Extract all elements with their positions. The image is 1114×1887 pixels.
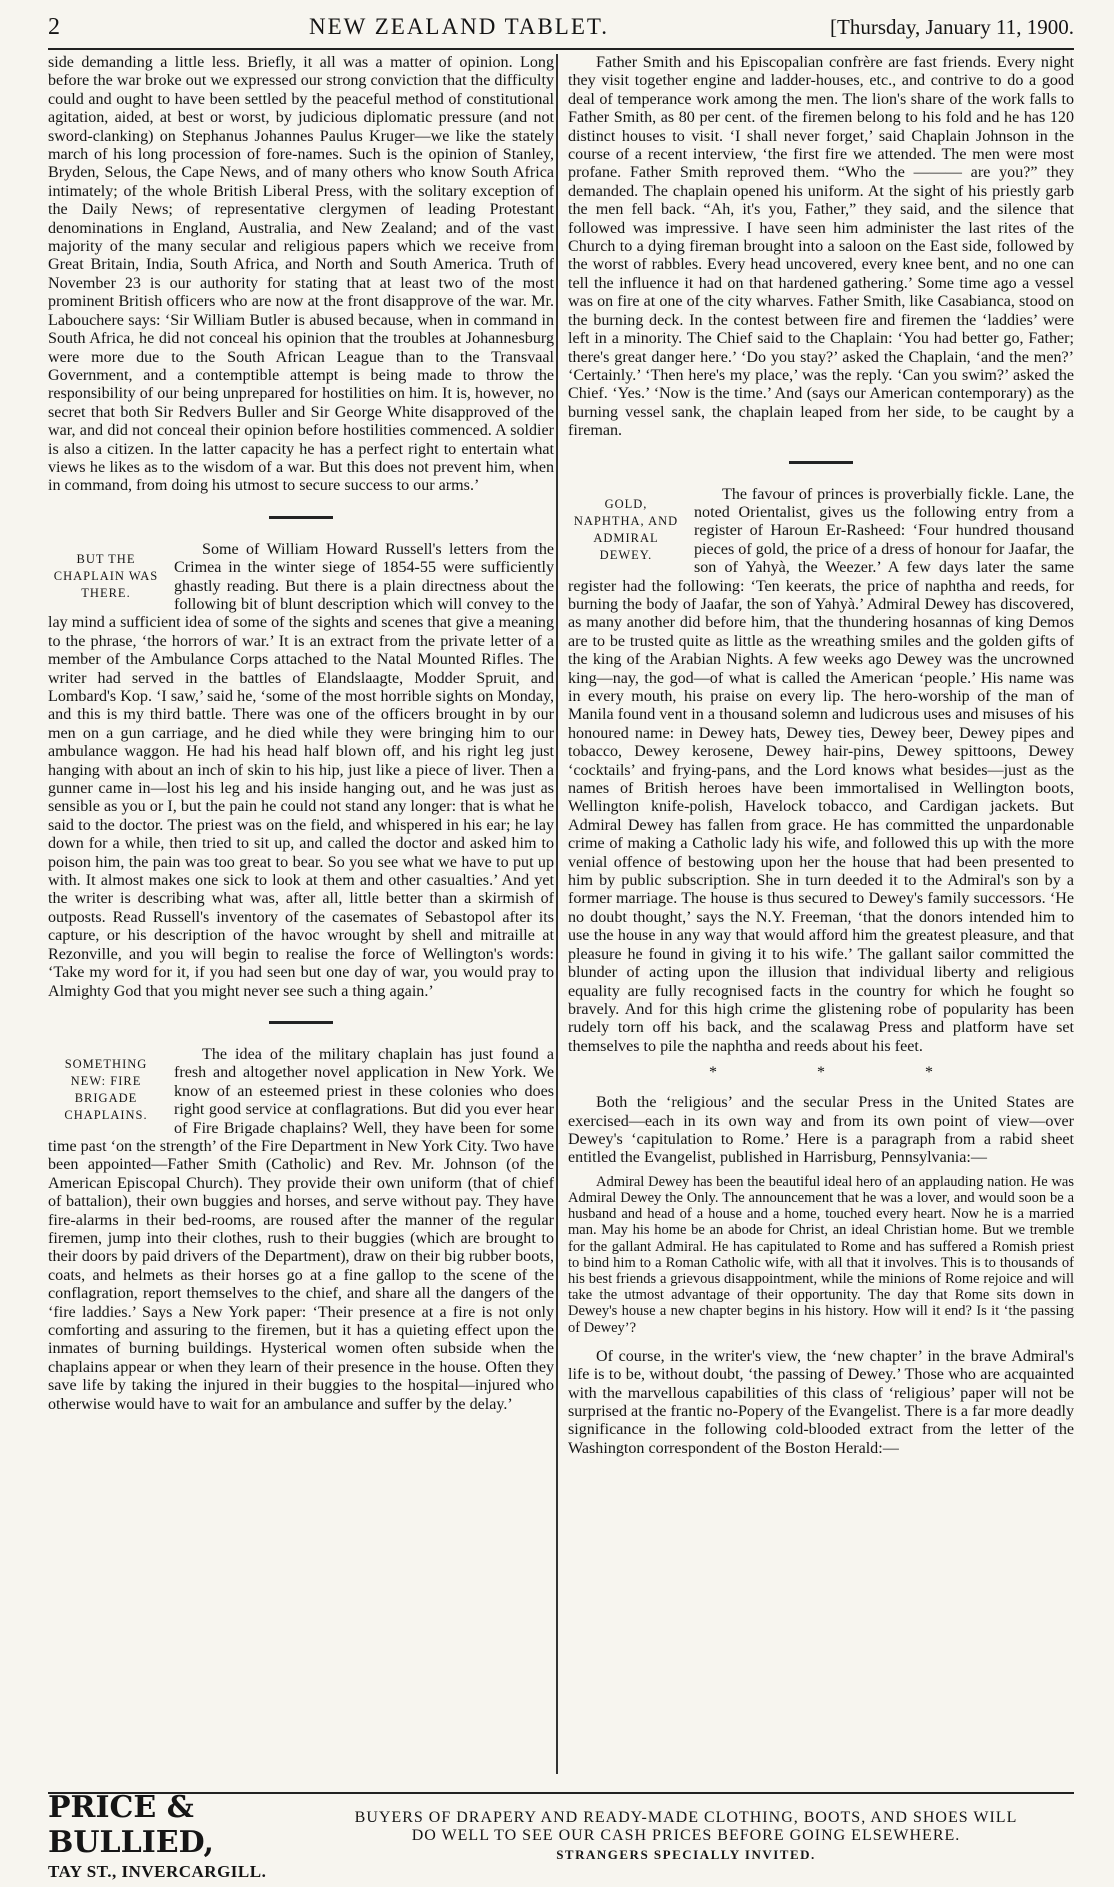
right-paragraph-1: Father Smith and his Episcopalian confrère are fast friends. Every night they visit together engine and ladder-houses, etc., and contrive to do a good deal of temperance work among the men. The lion's share of the work falls to Father Smith, as 80 per cent. of the firemen belong to his fold and he has 120 distinct houses to visit. ‘I shall never forget,’ said Chaplain Johnson in the course of a recent interview, ‘the first fire we attended. The men were most profane. Father Smith reproved them. “Who the ——— are you?” they demanded. The chaplain opened his uniform. At the sight of his priestly garb the men fell back. “Ah, it's you, Father,” they said, and the silence that followed was impressive. I have seen him administer the last rites of the Church to a dying fireman brought into a saloon on the East side, followed by the worst of rabbles. Every head uncovered, every knee bent, and no one can tell the influence it had on that hardened gathering.’ Some time ago a vessel was on fire at one of the city wharves. Father Smith, like Casabianca, stood on the burning deck. In the contest between fire and firemen the ‘laddies’ were left in a minority. The Chief said to the Chaplain: ‘You had better go, Father; there's great danger here.’ ‘Do you stay?’ asked the Chaplain, ‘and the men?’ ‘Certainly.’ ‘Then here's my place,’ was the reply. ‘Can you swim?’ asked the Chief. ‘Yes.’ ‘Now is the time.’ And (says our American contemporary) as the burning vessel sank, the chaplain leaped from her side, to be caught by a fireman. <box>568 54 1075 440</box>
left-column <box>48 54 554 1774</box>
right-paragraph-4: Of course, in the writer's view, the ‘new chapter’ in the brave Admiral's life is to be, without doubt, ‘the passing of Dewey.’ Those who are acquainted with the marvellous capabilities of this class of ‘religious’ paper will not be surprised at the frantic no-Popery of the Evangelist. There is a far more deadly significance in the following cold-blooded extract from the letter of the Washington correspondent of the Boston Herald:— <box>568 1347 1075 1457</box>
advertiser-address: TAY ST., INVERCARGILL. <box>48 1862 267 1881</box>
section-divider <box>269 516 333 519</box>
side-heading-fire-brigade: SOMETHING NEW: FIRE BRIGADE CHAPLAINS. <box>64 1056 148 1122</box>
advertiser-name: PRICE & BULLIED, <box>48 1790 214 1860</box>
asterism: * * * <box>709 1064 981 1082</box>
left-paragraph-3: The idea of the military chaplain has just found a fresh and altogether novel application in New York. We know of an esteemed priest in these colonies who does right good service at conflagrations. But did you ever hear of Fire Brigade chaplains? Well, they have been for some time past ‘on the strength’ of the Fire Department in New York City. Two have been appointed—Father Smith (Catholic) and Rev. Mr. Johnson (of the American Episcopal Church). They provide their own uniform (that of chief of battalion), their own buggies and horses, and serve without pay. They have fire-alarms in their bed-rooms, are roused after the manner of the regular firemen, jump into their clothes, rush to their buggies (which are brought to their doors by paid drivers of the Department), draw on their big rubber boots, coats, and helmets as their horses go at a fine gallop to the scene of the conflagration, report themselves to the chief, and share all the dangers of the ‘fire laddies.’ Says a New York paper: ‘Their presence at a fire is not only comforting and assuring to the firemen, but it has a quieting effect upon the inmates of burning buildings. Hysterical women often subside when the chaplains appear or when they learn of their presence in the house. Often they save life by taking the injured in their buggies to the hospital—injured who otherwise would have to wait for an ambulance and suffer by the delay.’ <box>48 1045 555 1413</box>
page-number: 2 <box>48 14 60 40</box>
left-paragraph-1: side demanding a little less. Briefly, it all was a matter of opinion. Long before the war broke out we expressed our strong conviction that the difficulty could and ought to have been settled by the peaceful method of constitutional agitation, aided, at best or worst, by judicious diplomatic pressure (and not sword-clanking) on Stephanus Johannes Paulus Kruger—we like the stately march of his long procession of fore-names. Such is the opinion of Stanley, Bryden, Selous, the Cape News, and of many others who know South Africa intimately; of the whole British Liberal Press, with the solitary exception of the Daily News; of representative clergymen of leading Protestant denominations in England, Australia, and New Zealand; and of the vast majority of the many secular and religious papers which we receive from Great Britain, India, South Africa, and North and South America. Truth of November 23 is our authority for stating that at least two of the most prominent British officers who are now at the front disapprove of the war. Mr. Labouchere says: ‘Sir William Butler is abused because, when in command in South Africa, he did not conceal his opinion that the troubles at Johannesburg were more due to the South African League than to the Transvaal Government, and a contemptible attempt is being made to throw the responsibility of our being unprepared for hostilities on him. It is, however, no secret that both Sir Redvers Buller and Sir George White disapproved of the war, and did not conceal their opinion before hostilities commenced. A soldier is also a citizen. In the latter capacity he has a perfect right to entertain what views he likes as to the wisdom of a war. But this does not prevent him, when in command, from doing his utmost to secure success to our arms.’ <box>48 54 555 495</box>
right-paragraph-2: The favour of princes is proverbially fickle. Lane, the noted Orientalist, gives us the following entry from a register of Haroun Er-Rasheed: ‘Four hundred thousand pieces of gold, the price of a dress of honour for Jaafar, the son of Yahyà, the Weezer.’ A few days later the same register had the following: ‘Ten keerats, the price of naphtha and reeds, for burning the body of Jaafar, the son of Yahyà.’ Admiral Dewey has discovered, as many another did before him, that the thundering hosannas of king Demos are to be trusted quite as little as the wreathing smiles and the golden gifts of the king of the Arabian Nights. A few weeks ago Dewey was the uncrowned king—nay, the god—of what is called the American ‘people.’ His name was in every mouth, his praise on every lip. The hero-worship of the man of Manila found vent in a thousand solemn and ludicrous uses and misuses of his honoured name: in Dewey hats, Dewey ties, Dewey beer, Dewey pipes and tobacco, Dewey kerosene, Dewey hair-pins, Dewey spittoons, Dewey ‘cocktails’ and frying-pans, and the Lord knows what besides—just as the names of British heroes have been immortalised in Wellington boots, Wellington knife-polish, Havelock tobacco, and Cardigan jackets. But Admiral Dewey has fallen from grace. He has committed the unpardonable crime of making a Catholic lady his wife, and followed this up with the more venial offence of bestowing upon her the house that had been presented to him by public subscription. She in turn deeded it to the Admiral's son by a former marriage. The house is thus secured to Dewey's family successors. ‘He no doubt thought,’ says the N.Y. Freeman, ‘that the donors intended him to use the house in any way that would afford him the greatest pleasure, and that pleasure he found in giving it to his wife.’ The gallant sailor committed the blunder of acting upon the illusion that individual liberty and religious equality are fully recognised facts in the country for which he fought so bravely. And for this high crime the glistening robe of popularity has been rudely torn off his back, and the scalawag Press and platform have set themselves to pile the naphtha and reeds about his feet. <box>568 485 1075 1055</box>
newspaper-title: NEW ZEALAND TABLET. <box>309 14 609 39</box>
ad-line-1: BUYERS OF DRAPERY AND READY-MADE CLOTHING, BOOTS, AND SHOES WILL <box>354 1809 1018 1826</box>
advertiser <box>48 1790 298 1882</box>
section-divider <box>789 461 853 464</box>
advertisement-text <box>298 1809 1074 1863</box>
right-column <box>568 54 1074 1774</box>
side-heading-chaplain: BUT THE CHAPLAIN WAS THERE. <box>53 551 159 600</box>
column-rule <box>556 54 558 1774</box>
advertisement <box>48 1790 1074 1881</box>
right-paragraph-3: Both the ‘religious’ and the secular Press in the United States are exercised—each in its own way and from its own point of view—over Dewey's ‘capitulation to Rome.’ Here is a paragraph from a rabid sheet entitled the Evangelist, published in Harrisburg, Pennsylvania:— <box>568 1094 1075 1167</box>
section-divider <box>269 1021 333 1024</box>
left-paragraph-2: Some of William Howard Russell's letters from the Crimea in the winter siege of 1854-55 were sufficiently ghastly reading. But there is a plain directness about the following bit of blunt description which will convey to the lay mind a sufficient idea of some of the sights and scenes that give a meaning to the phrase, ‘the horrors of war.’ It is an extract from the private letter of a member of the Ambulance Corps attached to the Natal Mounted Rifles. The writer had served in the battles of Elandslaagte, Modder Spruit, and Lombard's Kop. ‘I saw,’ said he, ‘some of the most horrible sights on Monday, and this is my third battle. There was one of the officers brought in by our men on a gun carriage, and he died while they were bringing him to our ambulance waggon. He had his head half blown off, and his right leg just hanging with about an inch of skin to his hip, just like a piece of liver. Then a gunner came in—lost his leg and his inside hanging out, and he was just as sensible as you or I, but the pain he could not stand any longer: that is what he said to the doctor. The priest was on the field, and whispered in his ear; he lay down for a while, then tried to sit up, and called the doctor and asked him to poison him, the pain was too great to bear. So you see what we have to put up with. It almost makes one sick to look at them and other casualties.’ And yet the writer is describing what was, after all, little better than a skirmish of outposts. Read Russell's inventory of the casemates of Sebastopol after its capture, or his description of the havoc wrought by shell and mitraille at Rezonville, and you will begin to realise the force of Wellington's words: ‘Take my word for it, if you had seen but one day of war, you would pray to Almighty God that you might never see such a thing again.’ <box>48 540 555 1000</box>
side-heading-dewey: GOLD, NAPHTHA, AND ADMIRAL DEWEY. <box>573 496 679 562</box>
issue-date: [Thursday, January 11, 1900. <box>830 15 1074 39</box>
columns <box>48 54 1074 1774</box>
masthead <box>48 14 1074 50</box>
quoted-extract: Admiral Dewey has been the beautiful ideal hero of an applauding nation. He was Admiral Dewey the Only. The announcement that he was a lover, and would soon be a husband and head of a house and a home, touched every heart. Now he is a married man. May his home be an abode for Christ, an ideal Christian home. But we tremble for the gallant Admiral. He has capitulated to Rome and has suffered a Romish priest to bind him to a Roman Catholic wife, with all that it involves. This is to thousands of his best friends a grievous disappointment, while the minions of Rome rejoice and will take the utmost advantage of their opportunity. The day that Rome sits down in Dewey's house a new chapter begins in his history. How will it end? Is it ‘the passing of Dewey’? <box>568 1173 1075 1336</box>
ad-line-2: DO WELL TO SEE OUR CASH PRICES BEFORE GOING ELSEWHERE. <box>411 1827 961 1844</box>
ad-line-3: STRANGERS SPECIALLY INVITED. <box>556 1847 816 1862</box>
